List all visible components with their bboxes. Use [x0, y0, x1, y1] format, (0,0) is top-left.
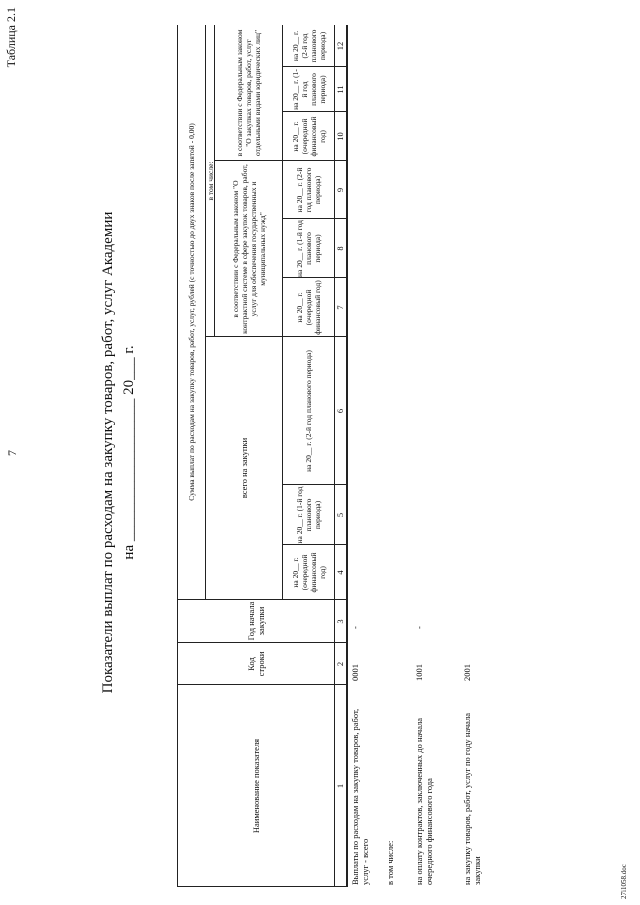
column-number: 10	[335, 132, 346, 141]
grid-line	[177, 642, 346, 643]
column-number: 4	[335, 570, 346, 575]
table-title: Показатели выплат по расходам на закупку товаров, работ, услуг Академии	[99, 211, 116, 694]
column-number: 7	[335, 305, 346, 310]
table-label: Таблица 2.1	[4, 7, 18, 68]
row-name: Выплаты по расходам на закупку товаров, работ, услуг - всего	[350, 708, 371, 885]
row-code: 1001	[414, 664, 424, 681]
table-border-top	[177, 25, 178, 887]
column-number: 8	[335, 246, 346, 251]
column-number: 5	[335, 512, 346, 518]
header-code: Код строки	[245, 651, 266, 677]
column-number: 11	[335, 85, 346, 94]
row-name: в том числе:	[385, 840, 395, 885]
row-year: -	[414, 626, 424, 629]
grid-line	[177, 599, 346, 600]
header-law-223: в соответствии с Федеральным законом "О закупках товаров, работ, услуг отдельными видами юридических лиц"	[235, 29, 262, 157]
header-name: Наименование показателя	[250, 738, 261, 834]
column-number: 6	[335, 408, 346, 414]
column-number: 9	[335, 187, 346, 193]
grid-line	[177, 684, 346, 685]
table-title-date: на ___________________ 20___ г.	[120, 345, 137, 560]
column-number: 12	[335, 41, 346, 51]
header-period-1: на 20__ г. (очередной финансовый год)	[295, 280, 322, 335]
row-name: на закупку товаров, работ, услуг по году начала закупки	[462, 712, 483, 885]
header-including: в том числе:	[205, 161, 215, 201]
grid-line	[177, 886, 346, 887]
row-year: -	[350, 626, 360, 629]
page-number: 7	[4, 450, 19, 456]
header-period-3: на 20__ г. (2-й год планового периода)	[304, 350, 313, 472]
footer-filename: 27i1058.doc	[620, 864, 628, 899]
header-period-2: на 20__ г. (1-й год планового периода)	[290, 69, 327, 110]
header-period-2: на 20__ г. (1-й год планового периода)	[295, 220, 322, 277]
row-name: на оплату контрактов, заключенных до начала очередного финансового года	[414, 717, 435, 885]
header-period-1: на 20__ г. (очередной финансовый год)	[290, 116, 327, 157]
grid-line	[205, 336, 346, 337]
column-number: 3	[335, 619, 346, 624]
row-code: 0001	[350, 664, 360, 681]
column-number: 2	[335, 661, 346, 667]
header-total: всего на закупки	[238, 437, 249, 499]
table-header-bottom	[346, 25, 348, 887]
grid-line	[214, 160, 346, 161]
row-code: 2001	[462, 664, 472, 681]
header-sum: Сумма выплат по расходам на закупку товаров, работ, услуг, рублей (с точностью до двух знаков после запятой - 0,00)	[187, 123, 196, 501]
header-period-3: на 20__ г. (2-й год планового периода)	[290, 29, 327, 63]
header-period-2: на 20__ г. (1-й год планового периода)	[295, 486, 322, 544]
header-period-1: на 20__ г. (очередной финансовый год)	[290, 552, 327, 593]
header-law-44: в соответствии с Федеральным законом "О контрактной системе в сфере закупок товаров, работ, услуг для обеспечения государственных и муниципальных нужд"	[230, 164, 267, 334]
header-year: Год начала закупки	[245, 601, 266, 641]
header-period-3: на 20__ г. (2-й год планового периода)	[295, 167, 322, 213]
column-number: 1	[335, 783, 346, 789]
